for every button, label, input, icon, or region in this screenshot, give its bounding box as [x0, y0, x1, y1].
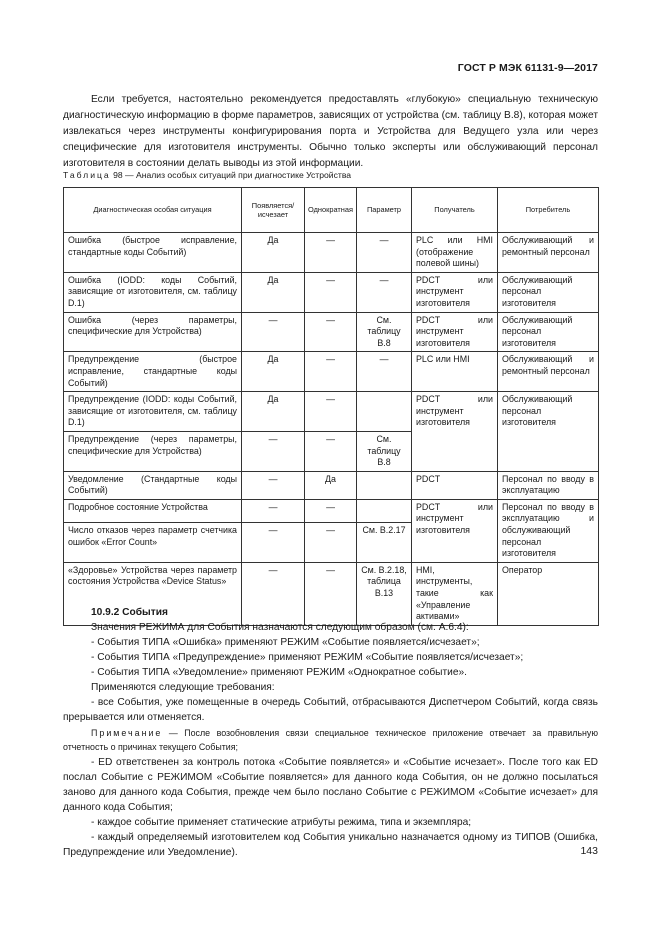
cell-single: — — [305, 312, 357, 352]
cell-recipient: PLC или HMI — [412, 352, 498, 392]
cell-consumer: Обслуживающий и ремонтный персонал — [498, 352, 599, 392]
cell-situation: Уведомление (Стандартные коды Событий) — [64, 471, 242, 499]
cell-situation: Предупреждение (через параметры, специфические для Устройства) — [64, 431, 242, 471]
cell-recipient: PDCT или инструмент изготовителя — [412, 392, 498, 472]
table-row — [64, 392, 599, 432]
cell-single: Да — [305, 471, 357, 499]
cell-parameter: — — [357, 272, 412, 312]
cell-parameter: См. таблицу В.8 — [357, 431, 412, 471]
cell-recipient: HMI, инструменты, такие как «Управление активами» — [412, 562, 498, 625]
diagnostics-table — [63, 187, 599, 626]
cell-consumer: Персонал по вводу в эксплуатацию — [498, 471, 599, 499]
section-paragraph: Применяются следующие требования: — [91, 682, 275, 693]
cell-parameter: См. таблицу В.8 — [357, 312, 412, 352]
cell-appears: — — [242, 431, 305, 471]
cell-situation: Подробное состояние Устройства — [64, 499, 242, 522]
cell-consumer: Обслуживающий персонал изготовителя — [498, 312, 599, 352]
cell-parameter: См. В.2.17 — [357, 523, 412, 563]
note-text: — После возобновления связи специальное техническое приложение отвечает за правильную отчетность о причинах текущего События; — [63, 728, 598, 752]
table-header-row — [64, 188, 599, 233]
cell-appears: Да — [242, 272, 305, 312]
table-caption-text: 98 — Анализ особых ситуаций при диагностике Устройства — [110, 170, 352, 180]
table-row — [64, 499, 599, 522]
table-row — [64, 312, 599, 352]
table-caption-word: Таблица — [63, 170, 111, 180]
cell-single: — — [305, 392, 357, 432]
cell-single: — — [305, 233, 357, 273]
cell-recipient: PDCT или инструмент изготовителя — [412, 272, 498, 312]
cell-situation: Предупреждение (быстрое исправление, стандартные коды Событий) — [64, 352, 242, 392]
cell-appears: — — [242, 523, 305, 563]
cell-single: — — [305, 562, 357, 625]
cell-recipient: PDCT — [412, 471, 498, 499]
cell-appears: Да — [242, 233, 305, 273]
cell-recipient: PLC или HMI (отображение полевой шины) — [412, 233, 498, 273]
section-paragraph: - События ТИПА «Ошибка» применяют РЕЖИМ «Событие появляется/исчезает»; — [91, 637, 480, 648]
section-note — [63, 726, 598, 754]
table-row — [64, 352, 599, 392]
document-standard-header: ГОСТ Р МЭК 61131-9—2017 — [457, 62, 598, 74]
col-header-recipient: Получатель — [412, 188, 498, 233]
cell-single: — — [305, 272, 357, 312]
cell-parameter: См. В.2.18, таблица В.13 — [357, 562, 412, 625]
cell-appears: — — [242, 499, 305, 522]
section-paragraph: - События ТИПА «Уведомление» применяют РЕЖИМ «Однократное событие». — [91, 667, 468, 678]
cell-situation: Ошибка (через параметры, специфические для Устройства) — [64, 312, 242, 352]
cell-consumer: Обслуживающий персонал изготовителя — [498, 392, 599, 472]
cell-single: — — [305, 352, 357, 392]
cell-appears: Да — [242, 352, 305, 392]
cell-consumer: Персонал по вводу в эксплуатацию и обслуживающий персонал изготовителя — [498, 499, 599, 562]
table-row — [64, 272, 599, 312]
cell-parameter — [357, 471, 412, 499]
table-caption — [63, 170, 603, 180]
cell-situation: Ошибка (быстрое исправление, стандартные коды Событий) — [64, 233, 242, 273]
cell-situation: Число отказов через параметр счетчика ошибок «Error Count» — [64, 523, 242, 563]
section-paragraph: Значения РЕЖИМА для События назначаются следующим образом (см. А.6.4): — [91, 622, 469, 633]
section-paragraph: - События ТИПА «Предупреждение» применяют РЕЖИМ «Событие появляется/исчезает»; — [91, 652, 524, 663]
section-paragraph: - каждое событие применяет статические атрибуты режима, типа и экземпляра; — [91, 817, 472, 828]
table-row — [64, 471, 599, 499]
table-row — [64, 233, 599, 273]
col-header-single: Однократная — [305, 188, 357, 233]
section-paragraph: - каждый определяемый изготовителем код События уникально назначается одному из ТИПОВ (Ошибка, Предупреждение или Уведомление). — [63, 832, 598, 858]
cell-appears: — — [242, 471, 305, 499]
cell-single: — — [305, 523, 357, 563]
cell-parameter: — — [357, 233, 412, 273]
section-paragraph: - ED ответственен за контроль потока «Событие появляется» и «Событие исчезает». После того как ED послал Событие с РЕЖИМОМ «Событие появляется» для данного кода События, он не должно посылаться заново для данного кода События, прежде чем было послано Событие с РЕЖИМОМ «Событие исчезает» для данного кода События; — [63, 757, 598, 813]
section-paragraph: - все События, уже помещенные в очередь Событий, отбрасываются Диспетчером Событий, когда связь прерывается или отменяется. — [63, 697, 598, 723]
cell-consumer: Оператор — [498, 562, 599, 625]
note-label: Примечание — [91, 728, 163, 738]
intro-paragraph: Если требуется, настоятельно рекомендуется предоставлять «глубокую» специальную техническую диагностическую информацию в форме параметров, зависящих от устройства (см. таблицу В.8), которая может извлекаться через инструменты конфигурирования порта и Устройства для Ведущего узла или через специфические для изготовителя инструменты. Обычно только эксперты или обслуживающий персонал изготовителя в состоянии делать выводы из этой информации. — [63, 94, 598, 169]
cell-consumer: Обслуживающий и ремонтный персонал — [498, 233, 599, 273]
cell-single: — — [305, 499, 357, 522]
section-title: 10.9.2 События — [91, 607, 168, 618]
cell-appears: — — [242, 562, 305, 625]
cell-parameter — [357, 392, 412, 432]
page-number: 143 — [580, 845, 598, 857]
cell-parameter — [357, 499, 412, 522]
col-header-parameter: Параметр — [357, 188, 412, 233]
cell-situation: «Здоровье» Устройства через параметр состояния Устройства «Device Status» — [64, 562, 242, 625]
cell-situation: Ошибка (IODD: коды Событий, зависящие от изготовителя, см. таблицу D.1) — [64, 272, 242, 312]
cell-single: — — [305, 431, 357, 471]
cell-recipient: PDCT или инструмент изготовителя — [412, 312, 498, 352]
section-events — [63, 605, 598, 860]
col-header-appears: Появляется/исчезает — [242, 188, 305, 233]
cell-recipient: PDCT или инструмент изготовителя — [412, 499, 498, 562]
cell-consumer: Обслуживающий персонал изготовителя — [498, 272, 599, 312]
col-header-consumer: Потребитель — [498, 188, 599, 233]
cell-situation: Предупреждение (IODD: коды Событий, зависящие от изготовителя, см. таблицу D.1) — [64, 392, 242, 432]
cell-parameter: — — [357, 352, 412, 392]
cell-appears: Да — [242, 392, 305, 432]
col-header-situation: Диагностическая особая ситуация — [64, 188, 242, 233]
cell-appears: — — [242, 312, 305, 352]
